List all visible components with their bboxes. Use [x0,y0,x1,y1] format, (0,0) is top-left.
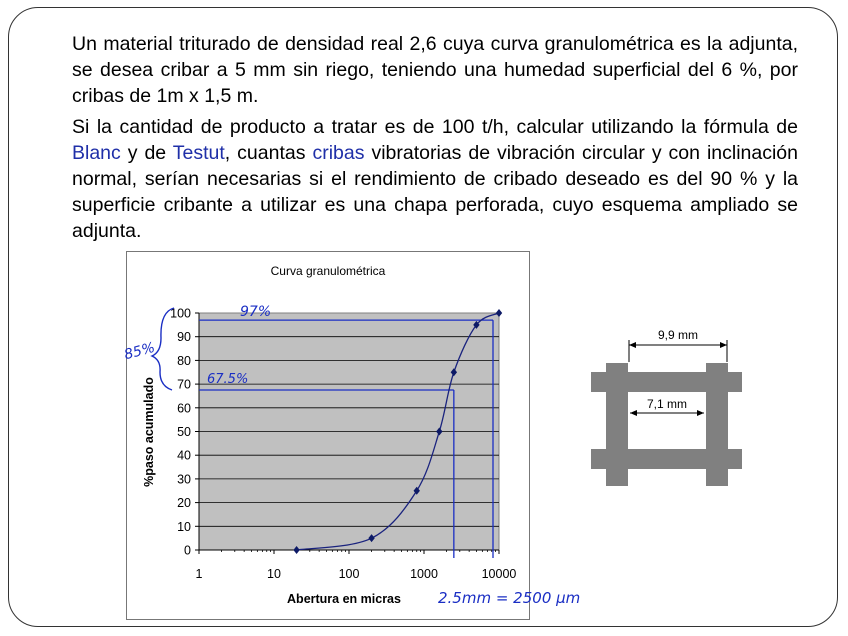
blanc-keyword: Blanc [72,142,121,164]
y-tick-label: 30 [177,472,191,487]
inner-dimension-label: 7,1 mm [646,397,688,411]
y-tick-label: 60 [177,401,191,416]
mesh-bar-top [591,372,742,392]
x-tick-label: 10000 [481,567,517,581]
y-tick-label: 0 [184,543,191,558]
handwritten-conversion-note: 2.5mm = 2500 μm [438,589,581,607]
y-tick-label: 70 [177,377,191,392]
p2-text-3: , cuantas [224,142,313,164]
handwritten-85-percent: 85% [122,339,157,364]
x-tick-label: 1000 [410,567,438,581]
y-tick-label: 80 [177,353,191,368]
testut-keyword: Testut [172,142,225,164]
y-tick-label: 50 [177,425,191,439]
chart-title: Curva granulométrica [270,264,386,278]
y-tick-label: 10 [177,519,191,534]
y-tick-label: 40 [177,448,191,463]
handwritten-97-percent: 97% [240,304,272,320]
outer-dimension-label: 9,9 mm [657,328,699,342]
y-tick-label: 100 [170,306,191,321]
problem-paragraph-1-text: Un material triturado de densidad real 2,6 cuya curva granulométrica es la adjunta, se desea cribar a 5 mm sin riego, teniendo una humedad superficial del 6 %, por cribas de 1m x 1,5 m. [72,33,798,107]
y-tick-label: 90 [177,330,191,345]
y-tick-label: 20 [177,496,191,511]
x-axis-label: Abertura en micras [287,592,401,606]
x-tick-label: 10 [267,567,281,581]
mesh-bar-bottom [591,449,742,469]
y-axis-label: %paso acumulado [142,377,156,487]
p2-text-4: vibratorias de vibración circular y con inclinación normal, serían necesarias si el rendimiento de cribado deseado es del 90 % y la superficie cribante a utilizar es una chapa perforada, cuyo esquema ampliado se adjunta. [72,142,798,242]
cribas-keyword: cribas [312,142,365,164]
p2-text-1: Si la cantidad de producto a tratar es de 100 t/h, calcular utilizando la fórmula de [72,116,798,138]
mesh-diagram [591,328,742,486]
x-tick-label: 100 [338,567,360,581]
handwritten-67-5-percent: 67.5% [207,372,249,387]
p2-text-2: y de [120,142,173,164]
x-tick-label: 1 [195,567,203,581]
